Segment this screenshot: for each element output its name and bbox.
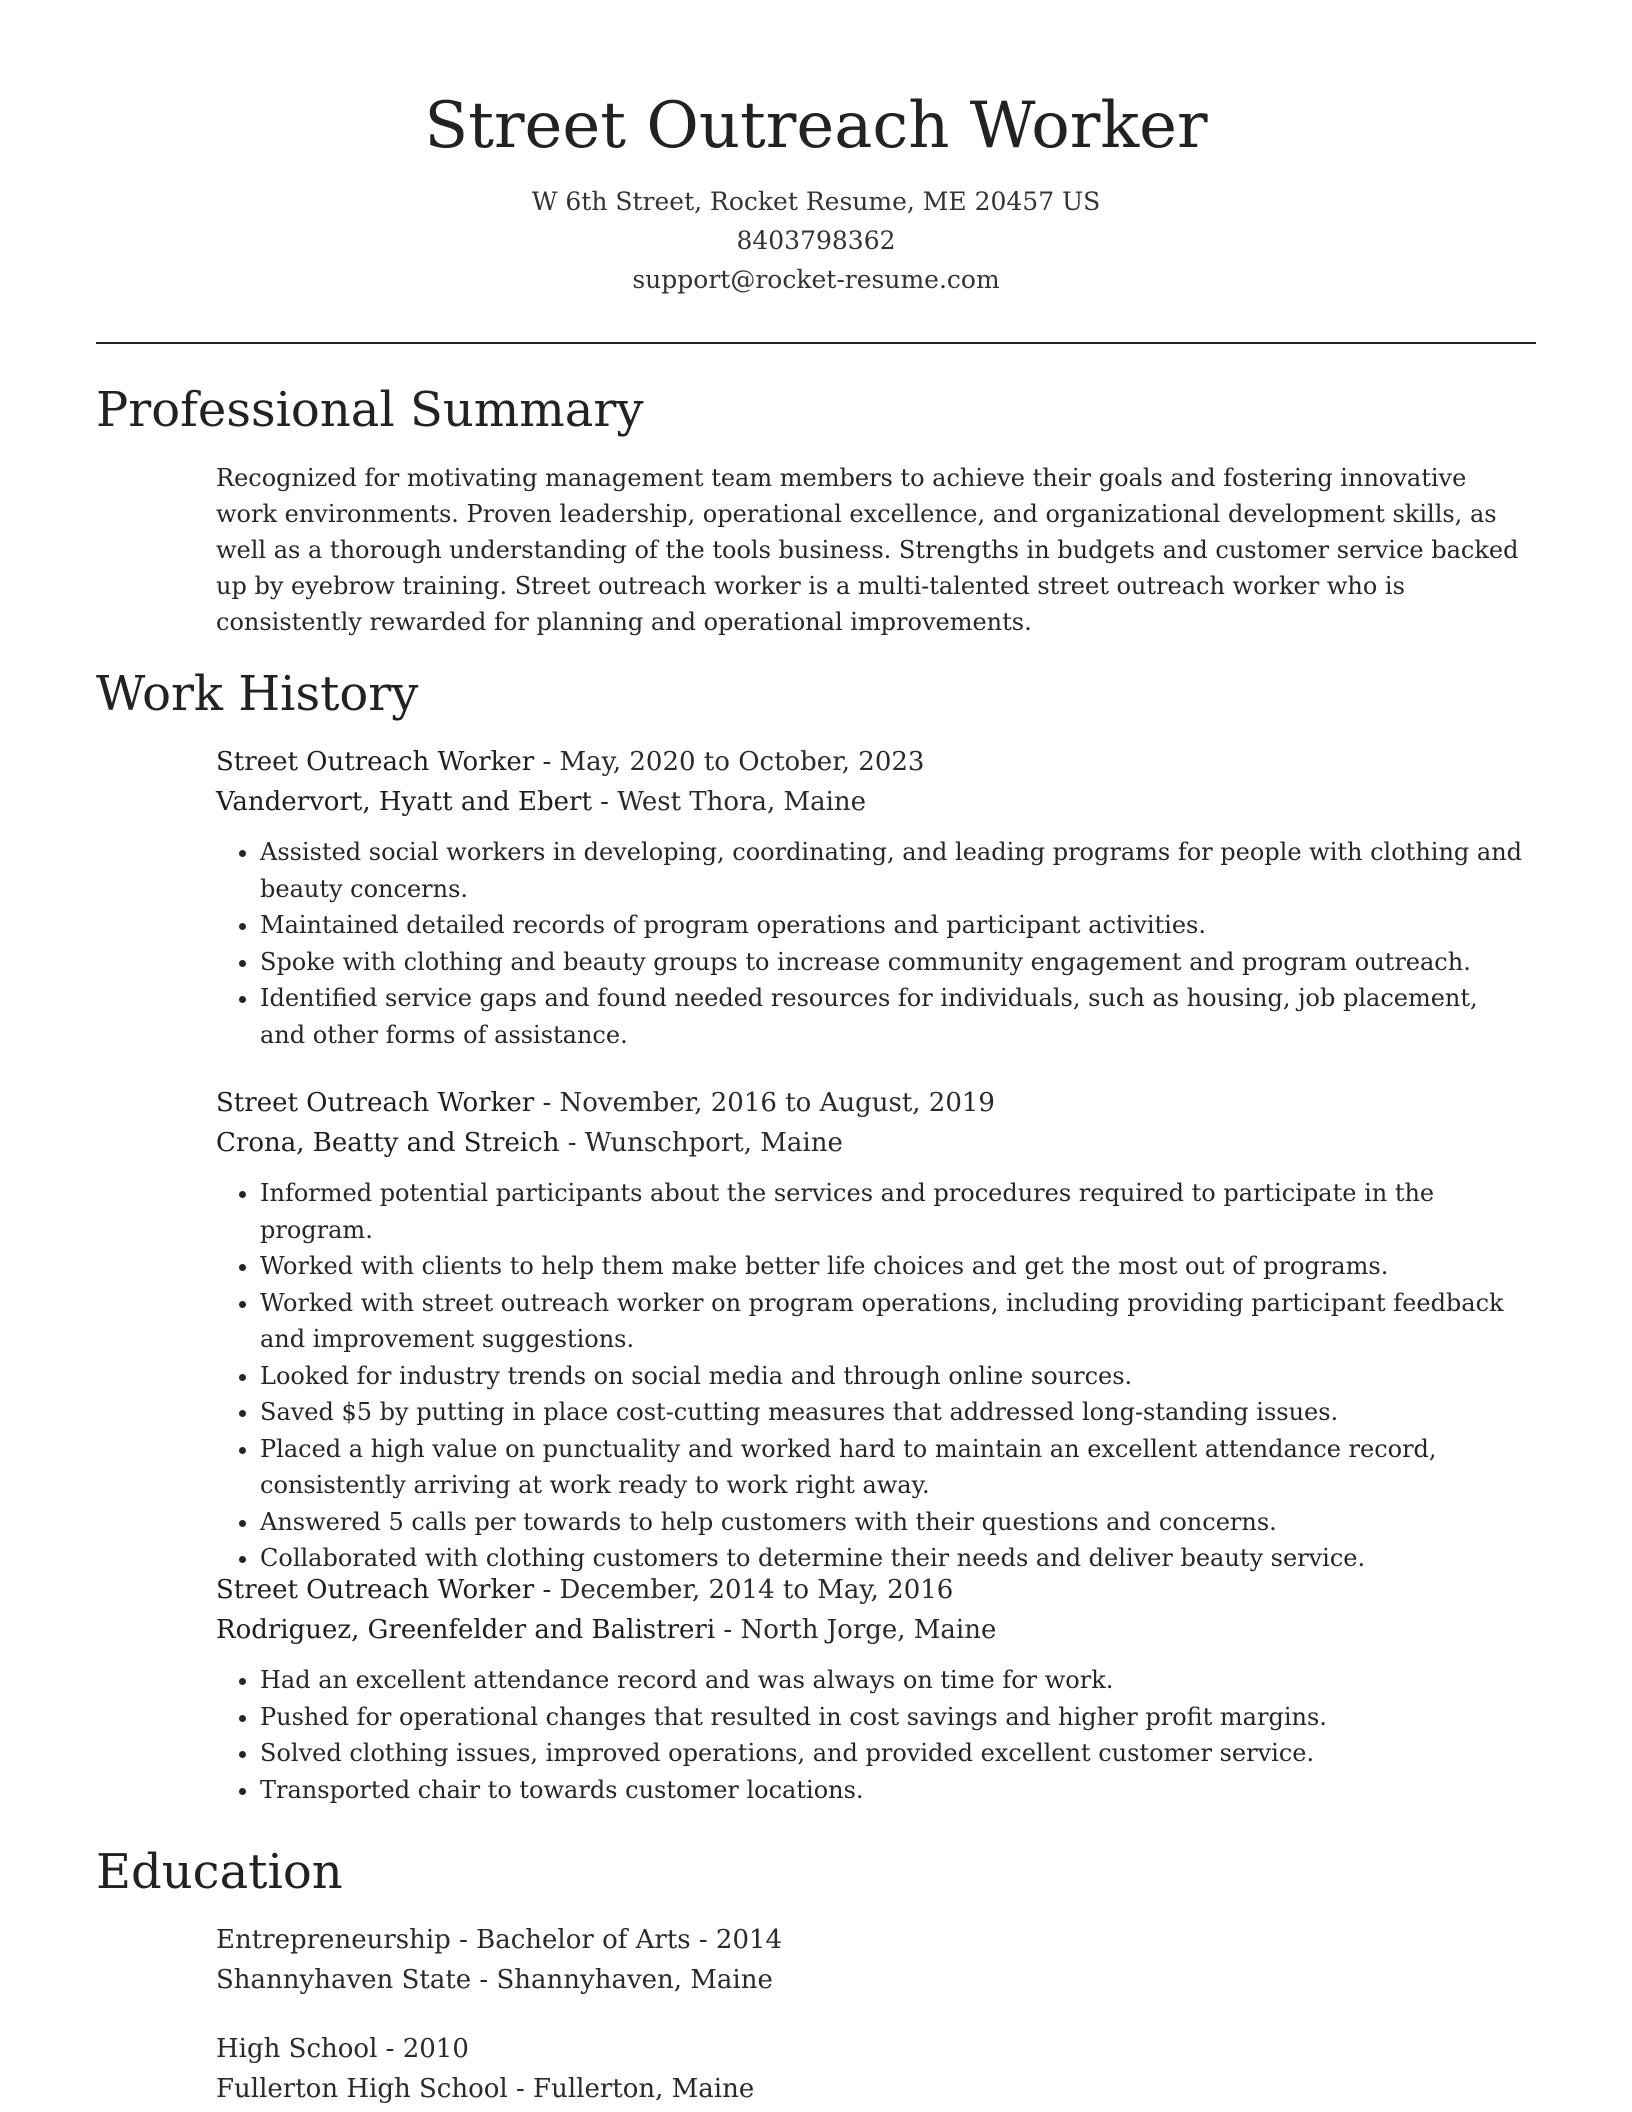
- summary-text: Recognized for motivating management team members to achieve their goals and fostering innovative work environments. Proven leadership, operational excellence, and organizational development skills, as well as a thorough understanding of the tools business. Strengths in budgets and customer service backed up by eyebrow training. Street outreach worker is a multi-talented street outreach worker who is consistently rewarded for planning and operational improvements.: [216, 464, 1519, 636]
- list-item: • Worked with clients to help them make better life choices and get the most out of programs.: [260, 1248, 1526, 1285]
- job-company: Crona, Beatty and Streich: [216, 1128, 560, 1158]
- header-divider: [96, 342, 1536, 344]
- list-item: • Saved $5 by putting in place cost-cutting measures that addressed long-standing issues.: [260, 1394, 1526, 1431]
- education-heading: Education: [96, 1844, 343, 1900]
- list-item: • Looked for industry trends on social media and through online sources.: [260, 1358, 1526, 1395]
- job-location: - Wunschport, Maine: [559, 1128, 843, 1158]
- education-entry: [216, 2029, 1526, 2109]
- job-company-line: [216, 1610, 1526, 1650]
- education-school: Shannyhaven State - Shannyhaven, Maine: [216, 1965, 773, 1995]
- list-item: • Transported chair to towards customer locations.: [260, 1772, 1526, 1809]
- job-title-line: [216, 742, 1526, 782]
- job-role: Street Outreach Worker: [216, 1088, 535, 1118]
- resume-header: [96, 80, 1536, 299]
- job-role: Street Outreach Worker: [216, 1575, 535, 1605]
- education-school: Fullerton High School - Fullerton, Maine: [216, 2074, 755, 2104]
- list-item: • Had an excellent attendance record and was always on time for work.: [260, 1662, 1526, 1699]
- list-item: • Identified service gaps and found needed resources for individuals, such as housing, job placement, and other forms of assistance.: [260, 980, 1526, 1053]
- list-item: • Collaborated with clothing customers to determine their needs and deliver beauty service.: [260, 1540, 1526, 1577]
- work-history-heading: Work History: [96, 666, 419, 722]
- list-item: • Maintained detailed records of program operations and participant activities.: [260, 907, 1526, 944]
- contact-address: W 6th Street, Rocket Resume, ME 20457 US: [531, 187, 1101, 216]
- summary-block: [216, 460, 1526, 640]
- job-bullets: [216, 1175, 1526, 1577]
- job-entry: [216, 742, 1526, 1053]
- summary-heading: Professional Summary: [96, 382, 644, 438]
- job-title-line: [216, 1570, 1526, 1610]
- contact-email: support@rocket-resume.com: [632, 265, 1000, 294]
- list-item: • Informed potential participants about the services and procedures required to participate in the program.: [260, 1175, 1526, 1248]
- job-bullets: [216, 834, 1526, 1053]
- job-entry: [216, 1570, 1526, 1808]
- education-entry: [216, 1920, 1526, 2000]
- list-item: • Spoke with clothing and beauty groups to increase community engagement and program outreach.: [260, 944, 1526, 981]
- list-item: • Worked with street outreach worker on program operations, including providing participant feedback and improvement suggestions.: [260, 1285, 1526, 1358]
- job-location: - West Thora, Maine: [591, 787, 867, 817]
- job-company: Rodriguez, Greenfelder and Balistreri: [216, 1615, 716, 1645]
- job-title-line: [216, 1083, 1526, 1123]
- job-company: Vandervort, Hyatt and Ebert: [216, 787, 592, 817]
- list-item: • Solved clothing issues, improved operations, and provided excellent customer service.: [260, 1735, 1526, 1772]
- candidate-name: Street Outreach Worker: [424, 89, 1208, 163]
- job-dates: - November, 2016 to August, 2019: [534, 1088, 995, 1118]
- job-bullets: [216, 1662, 1526, 1808]
- job-role: Street Outreach Worker: [216, 747, 535, 777]
- job-company-line: [216, 782, 1526, 822]
- contact-phone: 8403798362: [736, 226, 896, 255]
- list-item: • Assisted social workers in developing, coordinating, and leading programs for people with clothing and beauty concerns.: [260, 834, 1526, 907]
- education-degree: Entrepreneurship - Bachelor of Arts - 2014: [216, 1925, 783, 1955]
- job-dates: - May, 2020 to October, 2023: [534, 747, 925, 777]
- job-location: - North Jorge, Maine: [715, 1615, 997, 1645]
- job-company-line: [216, 1123, 1526, 1163]
- list-item: • Answered 5 calls per towards to help customers with their questions and concerns.: [260, 1504, 1526, 1541]
- list-item: • Pushed for operational changes that resulted in cost savings and higher profit margins.: [260, 1699, 1526, 1736]
- education-degree: High School - 2010: [216, 2034, 469, 2064]
- job-entry: [216, 1083, 1526, 1577]
- list-item: • Placed a high value on punctuality and worked hard to maintain an excellent attendance record, consistently arriving at work ready to work right away.: [260, 1431, 1526, 1504]
- job-dates: - December, 2014 to May, 2016: [534, 1575, 954, 1605]
